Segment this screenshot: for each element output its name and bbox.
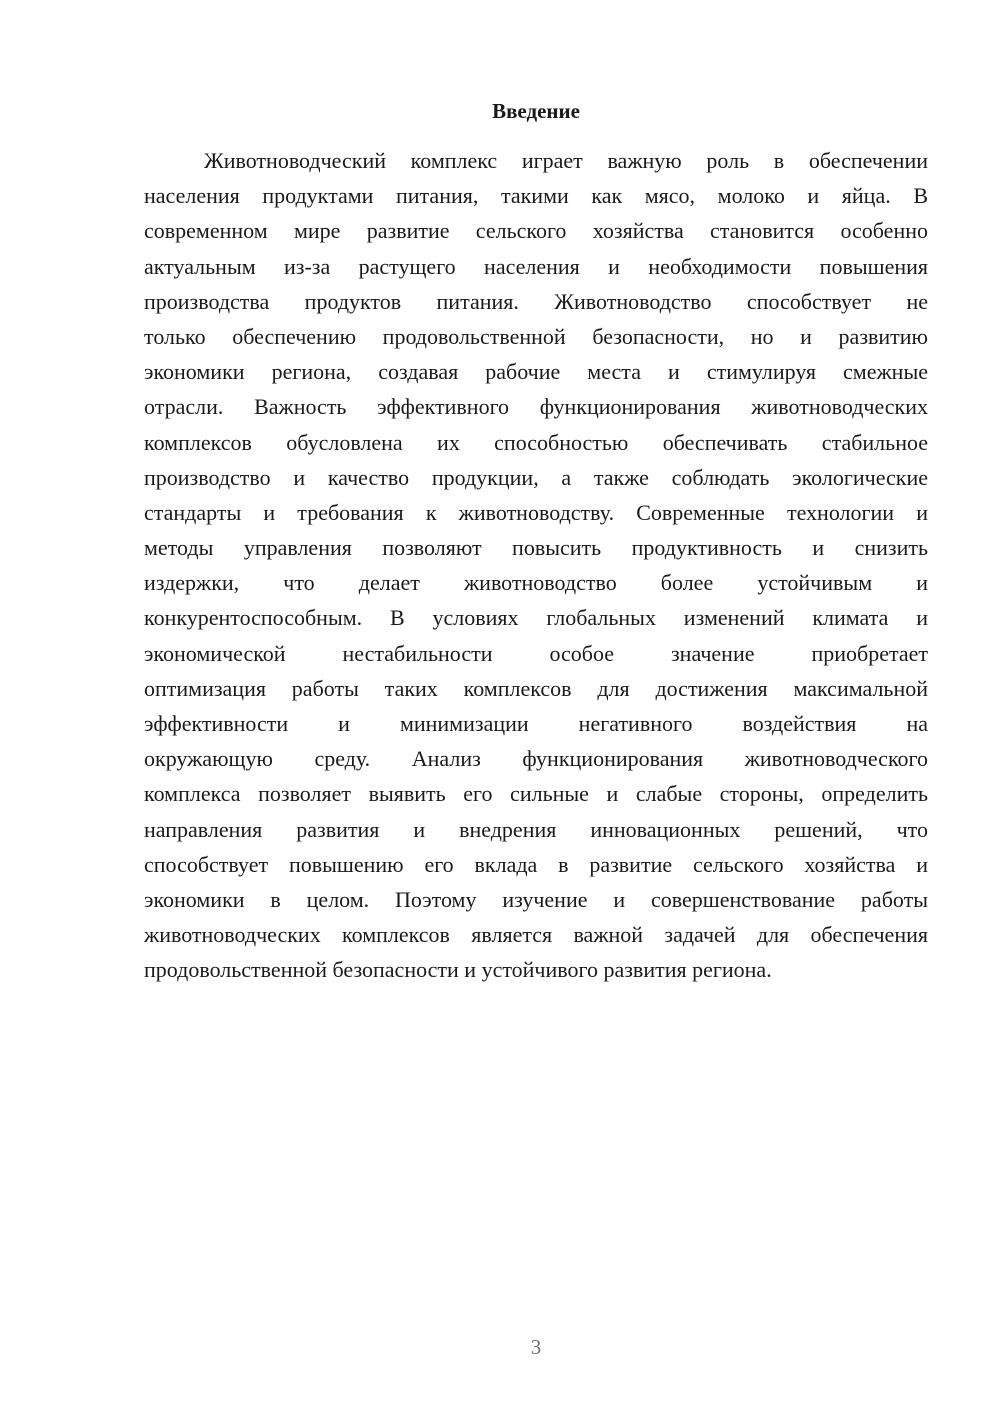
page-number: 3 (530, 1335, 542, 1359)
paragraph-line: только обеспечению продовольственной безопасности, но и развитию (144, 323, 928, 349)
paragraph-line: методы управления позволяют повысить продуктивность и снизить (144, 535, 928, 561)
paragraph-line: современном мире развитие сельского хозяйства становится особенно (144, 218, 928, 244)
paragraph-line: конкурентоспособным. В условиях глобальных изменений климата и (144, 605, 928, 631)
paragraph-line: стандарты и требования к животноводству. Современные технологии и (144, 499, 928, 525)
paragraph-line: комплекса позволяет выявить его сильные и слабые стороны, определить (144, 781, 928, 807)
paragraph-line: экономической нестабильности особое значение приобретает (144, 640, 928, 666)
paragraph-line: производство и качество продукции, а также соблюдать экологические (144, 464, 928, 490)
body-paragraph (144, 143, 928, 988)
paragraph-line: актуальным из-за растущего населения и необходимости повышения (144, 253, 928, 279)
paragraph-line: производства продуктов питания. Животноводство способствует не (144, 288, 928, 314)
paragraph-line: экономики в целом. Поэтому изучение и совершенствование работы (144, 886, 928, 912)
paragraph-line: продовольственной безопасности и устойчивого развития региона. (144, 957, 772, 983)
paragraph-line: населения продуктами питания, такими как мясо, молоко и яйца. В (144, 183, 928, 209)
paragraph-line: животноводческих комплексов является важной задачей для обеспечения (144, 922, 928, 948)
paragraph-line: оптимизация работы таких комплексов для достижения максимальной (144, 675, 928, 701)
paragraph-line: окружающую среду. Анализ функционирования животноводческого (144, 746, 928, 772)
paragraph-line: экономики региона, создавая рабочие места и стимулируя смежные (144, 359, 928, 385)
paragraph-line: эффективности и минимизации негативного воздействия на (144, 711, 928, 736)
paragraph-line: способствует повышению его вклада в развитие сельского хозяйства и (144, 851, 928, 877)
paragraph-line: издержки, что делает животноводство более устойчивым и (144, 570, 928, 596)
section-heading: Введение (492, 99, 580, 123)
paragraph-line: направления развития и внедрения инновационных решений, что (144, 816, 928, 842)
paragraph-line: Животноводческий комплекс играет важную роль в обеспечении (204, 148, 928, 173)
paragraph-line: комплексов обусловлена их способностью обеспечивать стабильное (144, 429, 928, 455)
paragraph-line: отрасли. Важность эффективного функционирования животноводческих (144, 394, 928, 420)
